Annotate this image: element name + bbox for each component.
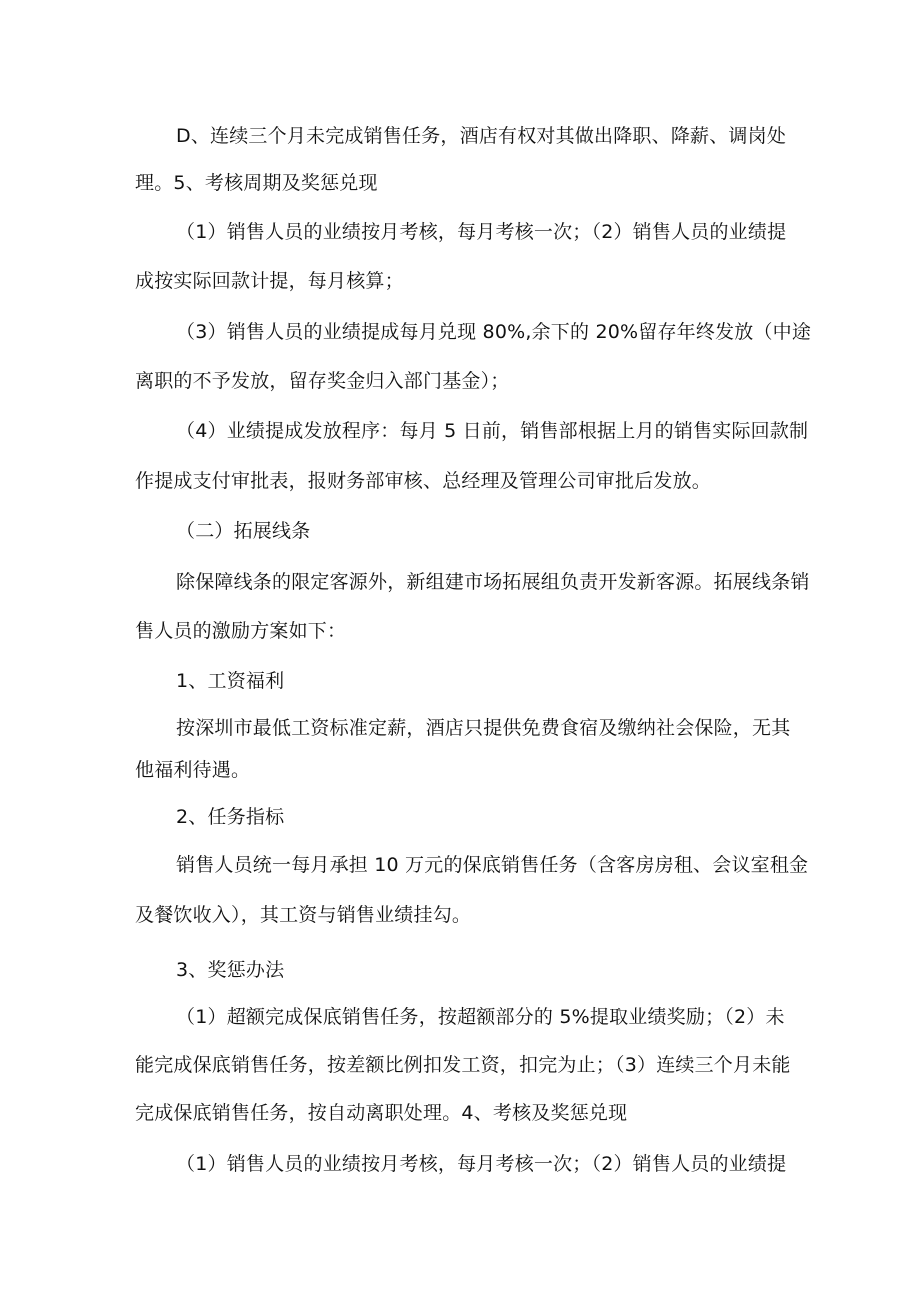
text-line: 理。5、考核周期及奖惩兑现 <box>135 172 378 194</box>
text-line: 作提成支付审批表，报财务部审核、总经理及管理公司审批后发放。 <box>135 470 712 492</box>
subsection-heading: 2、任务指标 <box>176 806 285 828</box>
text-line: 销售人员统一每月承担 10 万元的保底销售任务（含客房房租、会议室租金 <box>176 854 809 876</box>
text-line: （1）销售人员的业绩按月考核，每月考核一次；（2）销售人员的业绩提 <box>176 1153 787 1175</box>
text-line: 能完成保底销售任务，按差额比例扣发工资，扣完为止；（3）连续三个月未能 <box>135 1054 791 1076</box>
text-line: 售人员的激励方案如下： <box>135 620 347 642</box>
text-line: （4）业绩提成发放程序：每月 5 日前，销售部根据上月的销售实际回款制 <box>176 420 809 442</box>
text-line: 完成保底销售任务，按自动离职处理。4、考核及奖惩兑现 <box>135 1102 628 1124</box>
text-line: 他福利待遇。 <box>135 759 251 781</box>
text-line: 及餐饮收入），其工资与销售业绩挂勾。 <box>135 904 472 926</box>
text-line: （3）销售人员的业绩提成每月兑现 80%,余下的 20%留存年终发放（中途 <box>176 321 812 343</box>
section-heading: （二）拓展线条 <box>176 520 311 542</box>
text-line: （1）超额完成保底销售任务，按超额部分的 5%提取业绩奖励；（2）未 <box>176 1006 785 1028</box>
text-line: 离职的不予发放，留存奖金归入部门基金）； <box>135 370 510 392</box>
text-line: D、连续三个月未完成销售任务，酒店有权对其做出降职、降薪、调岗处 <box>176 125 787 147</box>
text-line: 除保障线条的限定客源外，新组建市场拓展组负责开发新客源。拓展线条销 <box>176 571 810 593</box>
subsection-heading: 3、奖惩办法 <box>176 959 285 981</box>
text-line: 按深圳市最低工资标准定薪，酒店只提供免费食宿及缴纳社会保险，无其 <box>176 717 791 739</box>
subsection-heading: 1、工资福利 <box>176 670 285 692</box>
text-line: 成按实际回款计提，每月核算； <box>135 270 404 292</box>
text-line: （1）销售人员的业绩按月考核，每月考核一次；（2）销售人员的业绩提 <box>176 221 787 243</box>
